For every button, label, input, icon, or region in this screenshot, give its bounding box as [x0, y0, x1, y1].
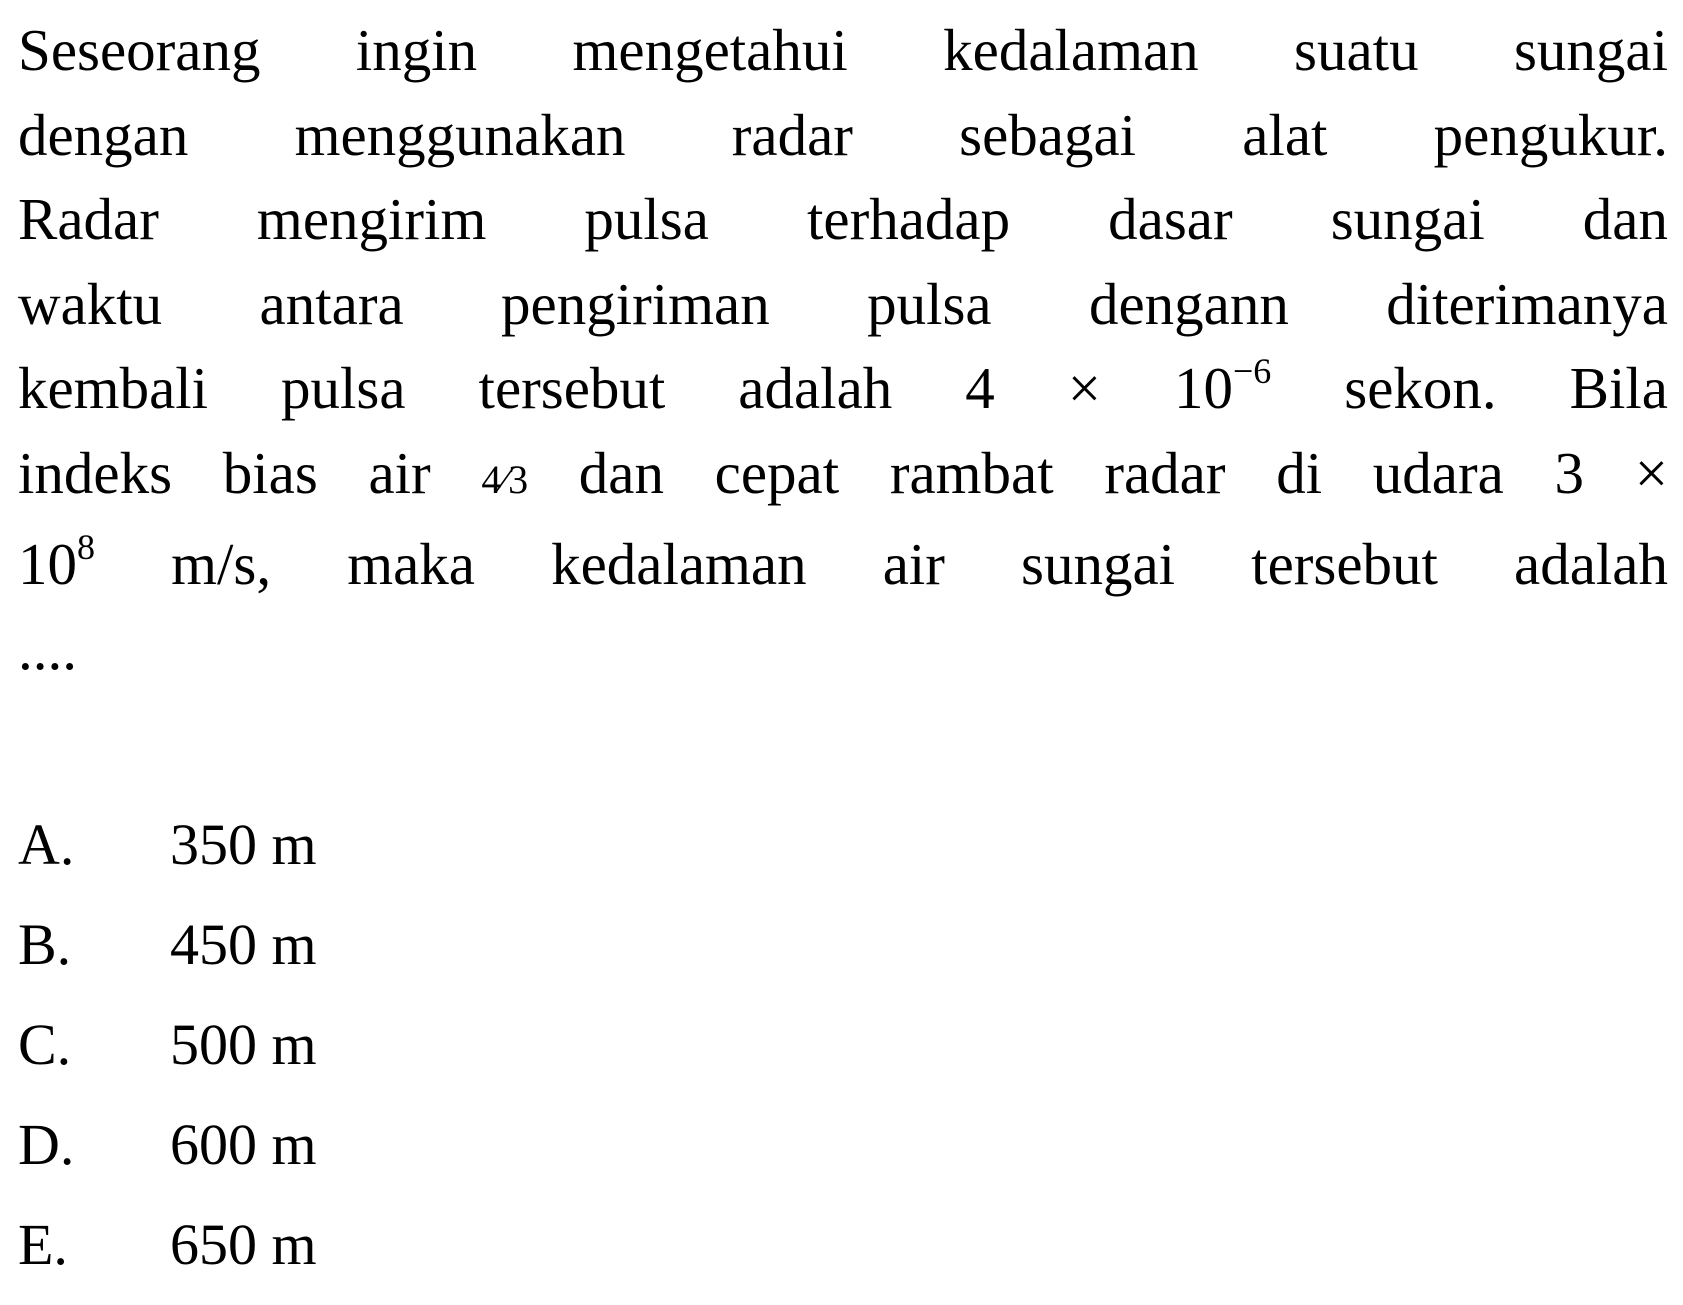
answer-options — [18, 795, 317, 1295]
option-letter: A. — [18, 812, 75, 877]
question-line-3: Radar mengirim pulsa terhadap dasar sungai dan — [18, 186, 1668, 252]
question-page — [18, 8, 1668, 1277]
option-a[interactable] — [18, 795, 317, 895]
option-value: 350 m — [170, 812, 317, 877]
option-e[interactable] — [18, 1195, 317, 1295]
refractive-index-fraction: 4⁄3 — [481, 456, 529, 502]
question-ellipsis: .... — [18, 615, 77, 682]
time-text: kembali pulsa tersebut adalah 4 × 10 — [18, 355, 1233, 421]
question-line-4: waktu antara pengiriman pulsa dengann diterimanya — [18, 270, 1668, 337]
question-line-5 — [18, 346, 1668, 431]
time-exponent: −6 — [1232, 351, 1272, 392]
option-letter: C. — [18, 1012, 72, 1077]
refractive-index-text: indeks bias air — [18, 439, 482, 506]
option-letter: D. — [18, 1112, 75, 1177]
option-value: 500 m — [170, 1012, 317, 1077]
time-unit-text: sekon. Bila — [1271, 355, 1668, 421]
option-letter: B. — [18, 912, 72, 977]
option-c[interactable] — [18, 995, 317, 1095]
question-line-6 — [18, 431, 1668, 523]
speed-exponent: 8 — [77, 527, 95, 568]
question-text — [18, 8, 1668, 691]
question-line-1: Seseorang ingin mengetahui kedalaman suatu sungai — [18, 17, 1668, 83]
option-value: 650 m — [170, 1212, 317, 1277]
speed-base: 10 — [18, 531, 77, 597]
option-letter: E. — [18, 1212, 68, 1277]
speed-text: dan cepat rambat radar di udara 3 × — [528, 439, 1668, 506]
option-d[interactable] — [18, 1095, 317, 1195]
question-ending-text: m/s, maka kedalaman air sungai tersebut adalah — [95, 531, 1668, 597]
question-line-7 — [18, 522, 1668, 607]
option-value: 450 m — [170, 912, 317, 977]
question-line-2: dengan menggunakan radar sebagai alat pengukur. — [18, 101, 1668, 168]
option-b[interactable] — [18, 895, 317, 995]
option-value: 600 m — [170, 1112, 317, 1177]
